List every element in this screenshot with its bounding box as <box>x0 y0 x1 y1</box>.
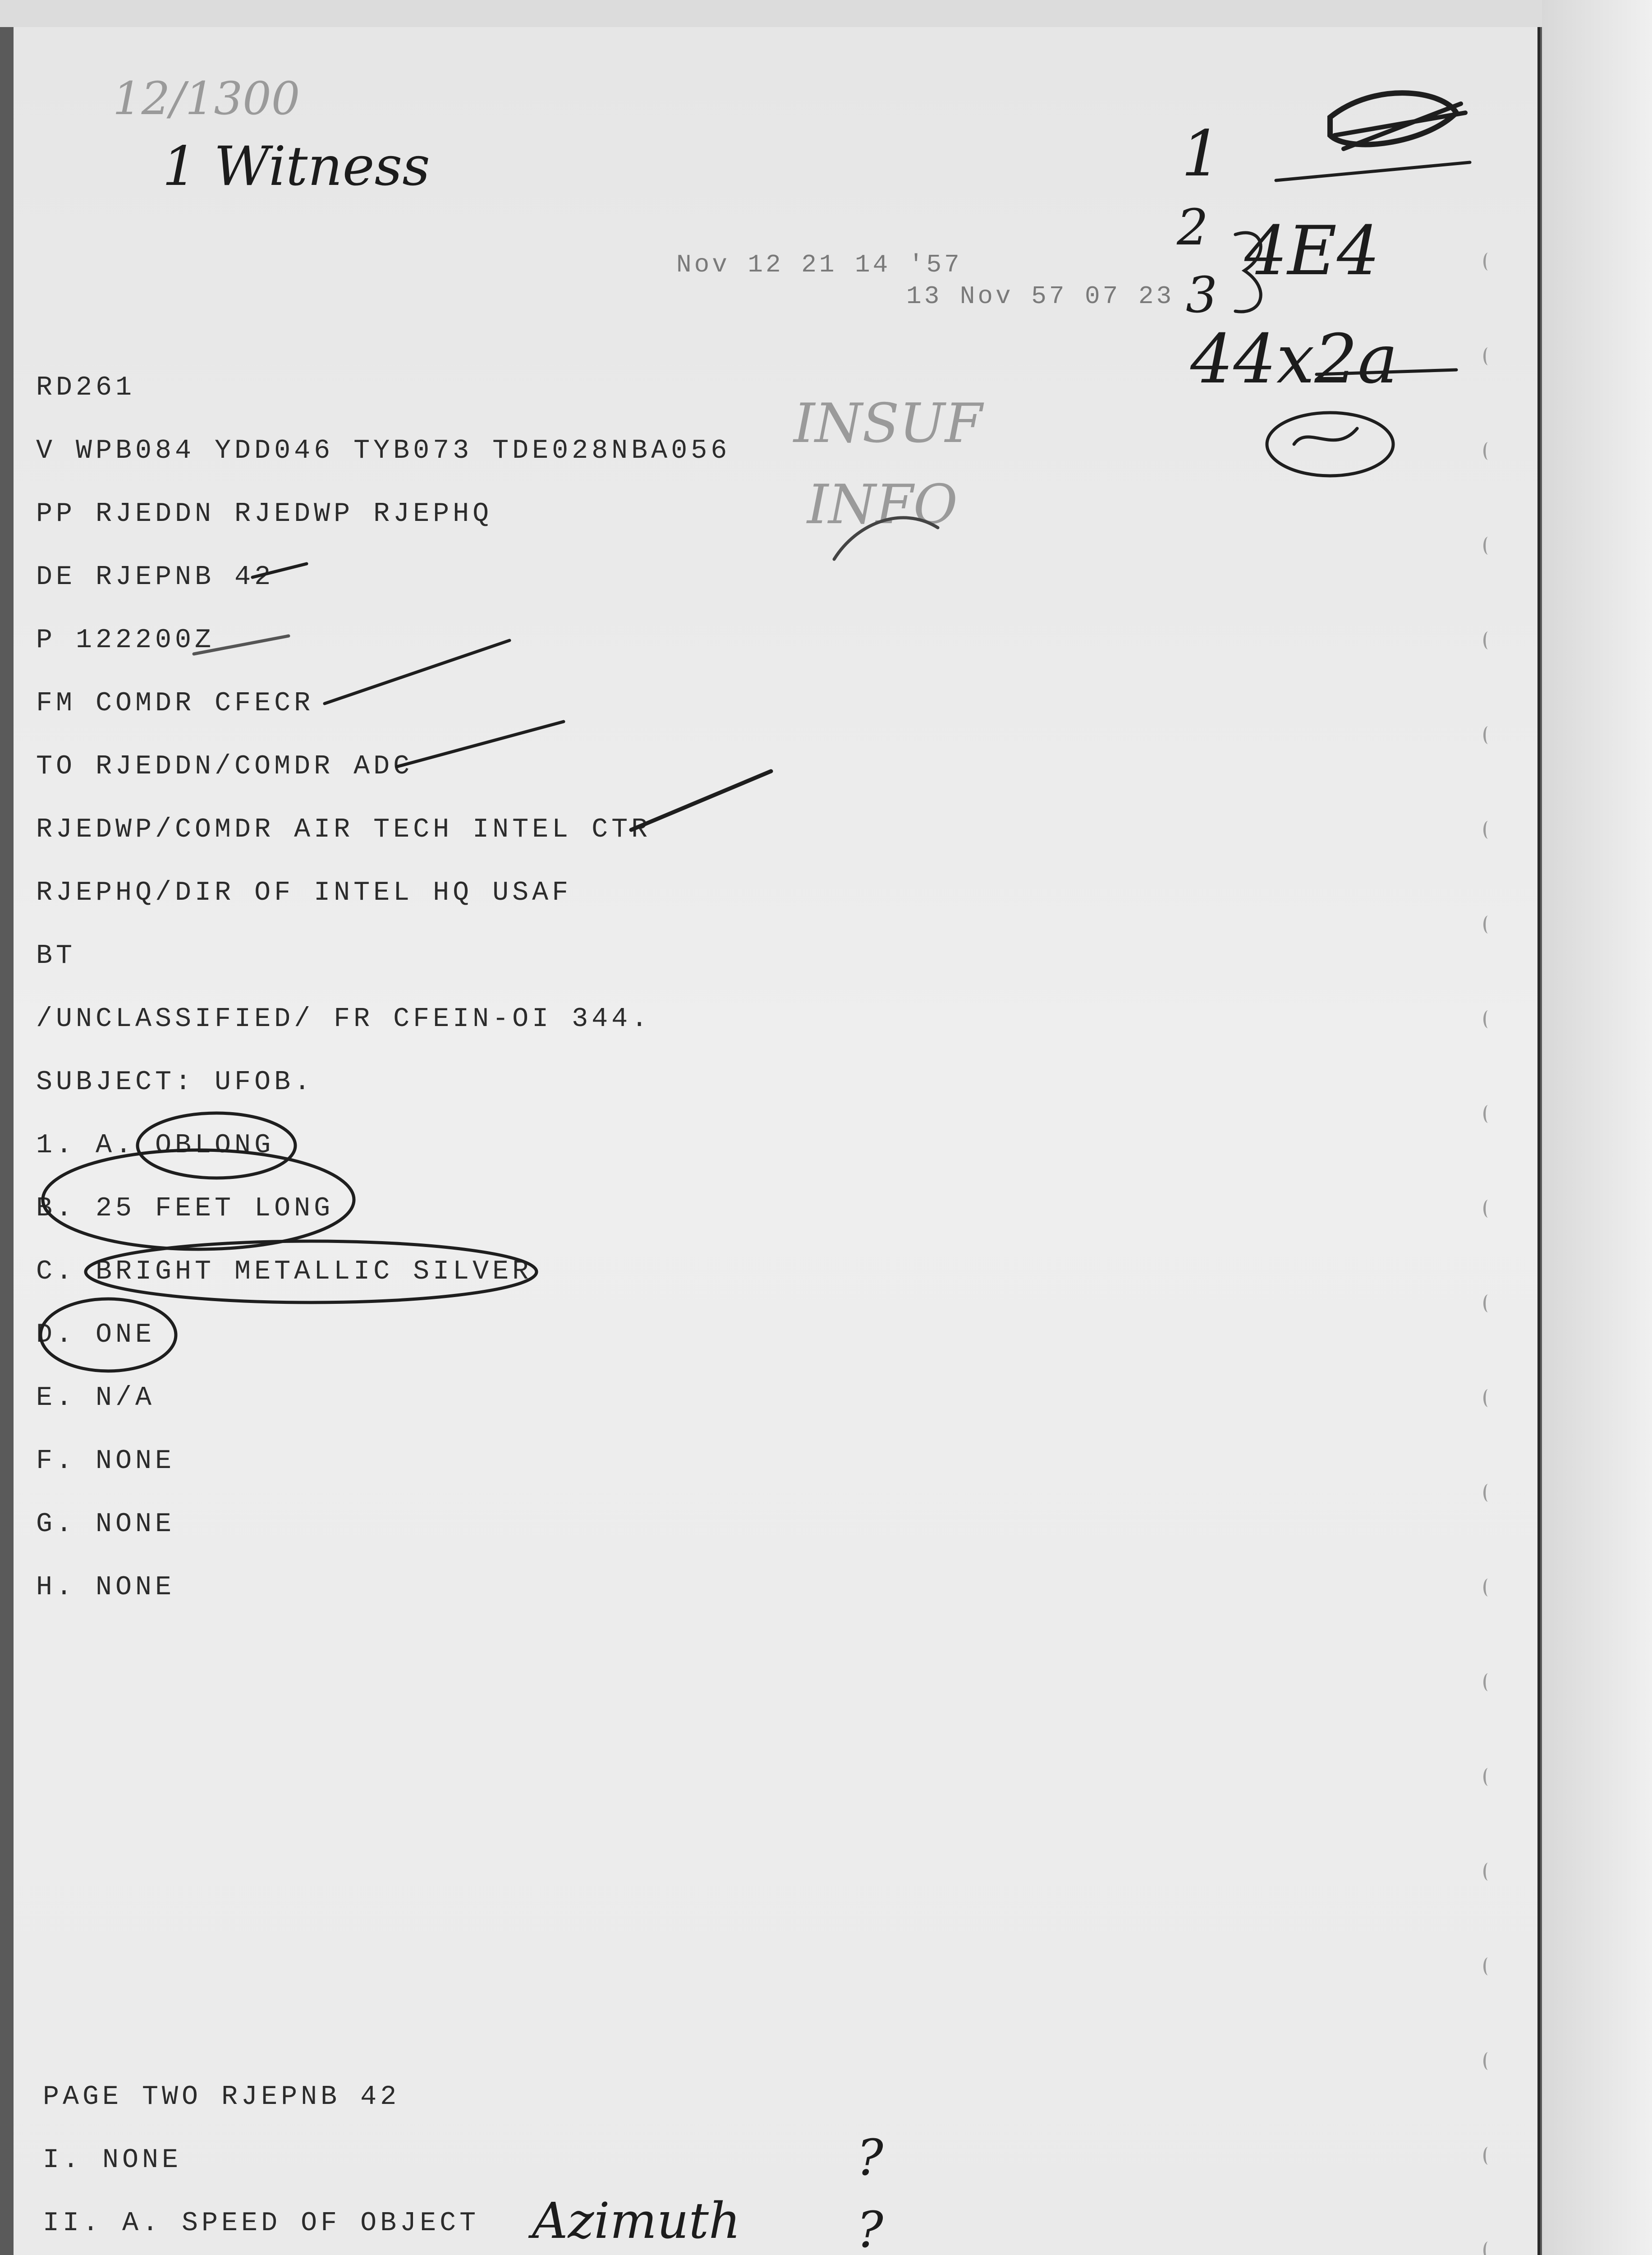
report-item: E. N/A <box>36 1383 156 1413</box>
from-line: FM COMDR CFECR <box>36 688 314 719</box>
handwritten-date: 12/1300 <box>113 72 300 125</box>
handwritten-code: 4E4 <box>1244 212 1380 290</box>
report-item: 1. A. OBLONG <box>36 1130 275 1161</box>
to-line: RJEPHQ/DIR OF INTEL HQ USAF <box>36 878 572 908</box>
report-item: C. BRIGHT METALLIC SILVER <box>36 1256 532 1287</box>
handwritten-faint-note: INFO <box>807 474 958 536</box>
report-item: II. A. SPEED OF OBJECT <box>43 2208 480 2239</box>
report-item: H. NONE <box>36 1572 175 1603</box>
to-line: TO RJEDDN/COMDR ADC <box>36 751 413 782</box>
routing-line: P 122200Z <box>36 625 215 656</box>
handwritten-number: 3 <box>1186 266 1217 324</box>
routing-line: V WPB084 YDD046 TYB073 TDE028NBA056 <box>36 436 731 466</box>
break-line: BT <box>36 941 76 971</box>
routing-line: PP RJEDDN RJEDWP RJEPHQ <box>36 499 493 529</box>
page-two-header: PAGE TWO RJEPNB 42 <box>43 2082 400 2112</box>
routing-line: RD261 <box>36 373 136 403</box>
report-item: I. NONE <box>43 2145 182 2176</box>
report-item: B. 25 FEET LONG <box>36 1193 334 1224</box>
handwritten-question-mark: ? <box>857 2201 883 2255</box>
handwritten-witness-note: 1 Witness <box>162 135 430 198</box>
routing-line: DE RJEPNB 42 <box>36 562 275 593</box>
classification-line: /UNCLASSIFIED/ FR CFEIN-OI 344. <box>36 1004 652 1035</box>
received-stamp-2: 13 Nov 57 07 23 <box>906 282 1175 311</box>
handwritten-code: 44x2a <box>1190 320 1398 399</box>
report-item: G. NONE <box>36 1509 175 1540</box>
handwritten-faint-note: INSUF <box>794 392 983 455</box>
handwritten-number: 2 <box>1177 198 1208 256</box>
report-item: D. ONE <box>36 1320 156 1350</box>
handwritten-question-mark: ? <box>857 2129 883 2186</box>
to-line: RJEDWP/COMDR AIR TECH INTEL CTR <box>36 815 652 845</box>
report-item: F. NONE <box>36 1446 175 1477</box>
handwritten-number: 1 <box>1181 117 1222 191</box>
subject-line: SUBJECT: UFOB. <box>36 1067 314 1098</box>
handwritten-azimuth-note: Azimuth <box>532 2192 741 2250</box>
received-stamp-1: Nov 12 21 14 '57 <box>676 250 962 279</box>
